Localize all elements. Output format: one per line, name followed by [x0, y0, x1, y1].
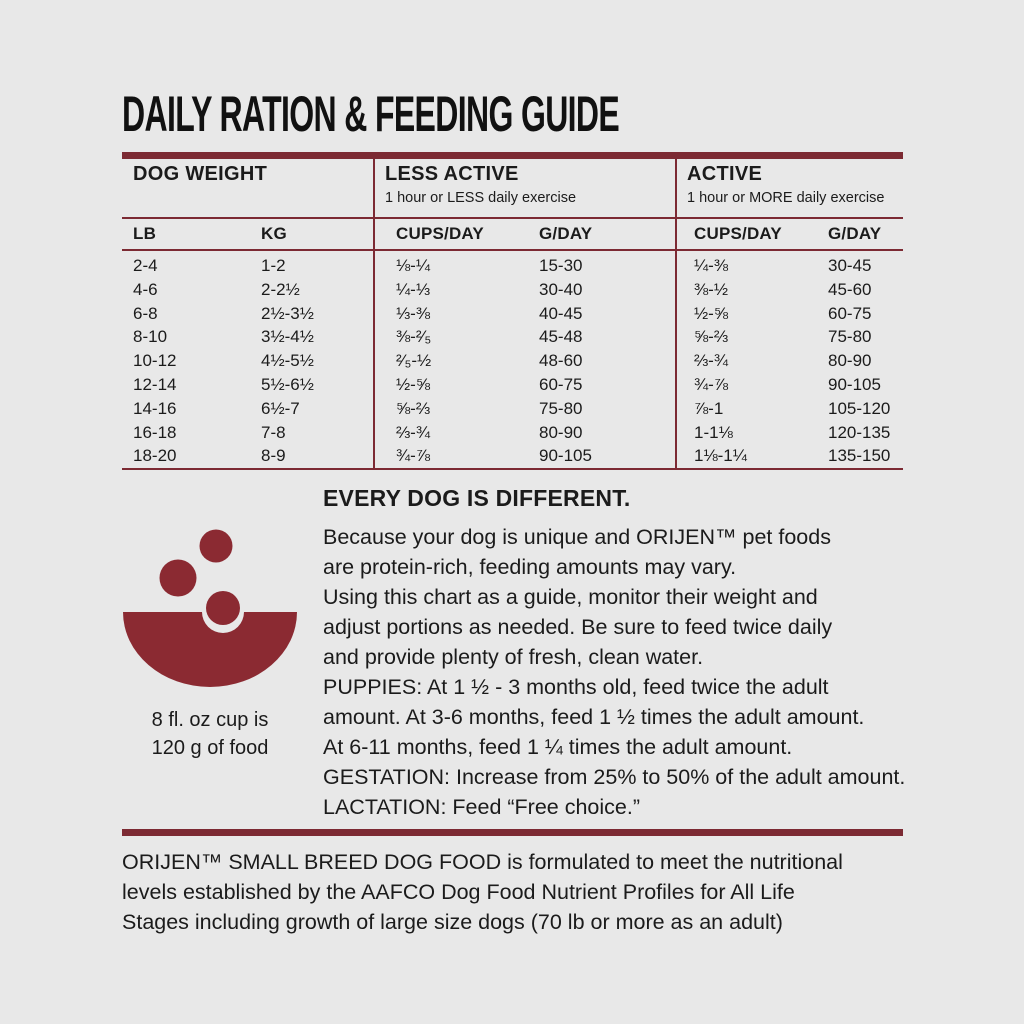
table-cell: 6-8	[133, 303, 158, 323]
text-line: Stages including growth of large size dogs (70 lb or more as an adult)	[122, 910, 783, 934]
table-row	[122, 444, 903, 468]
table-cell: 12-14	[133, 374, 177, 394]
table-rows	[122, 254, 903, 468]
table-cell: ⅓-⅜	[396, 303, 431, 323]
text-line: Because your dog is unique and ORIJEN™ pet foods	[323, 525, 831, 549]
cup-measure-note	[100, 706, 320, 762]
table-cell: ½-⅝	[694, 303, 729, 323]
table-cell: 30-45	[828, 256, 872, 275]
table-cell: 48-60	[539, 351, 583, 371]
table-cell: ¼-⅓	[396, 279, 431, 299]
table-cell: 14-16	[133, 398, 177, 418]
footer-rule	[122, 829, 903, 836]
table-row	[122, 349, 903, 373]
table-cell: 75-80	[539, 398, 583, 418]
text-line: are protein-rich, feeding amounts may vary.	[323, 555, 737, 579]
table-cell: 1⅛-1¼	[694, 446, 747, 466]
table-cell: ⅝-⅔	[694, 327, 729, 347]
text-line: 8 fl. oz cup is	[151, 709, 269, 731]
table-cell: 8-10	[133, 327, 168, 347]
table-cell: ¾-⅞	[694, 374, 729, 394]
table-cell: 75-80	[828, 327, 872, 347]
table-cell: 10-12	[133, 351, 177, 371]
table-cell: ⅔-¾	[396, 422, 431, 442]
table-cell: 90-105	[828, 374, 881, 394]
table-cell: ¾-⅞	[396, 446, 431, 466]
table-row	[122, 397, 903, 421]
text-line: PUPPIES: At 1 ½ - 3 months old, feed twice the adult	[323, 675, 829, 699]
table-bottom-rule	[122, 468, 903, 470]
text-line: LACTATION: Feed “Free choice.”	[323, 795, 641, 819]
column-label-cups-less: CUPS/DAY	[396, 224, 484, 243]
column-label-kg: KG	[261, 224, 287, 243]
table-cell: 1-1⅛	[694, 422, 733, 442]
table-cell: 16-18	[133, 422, 177, 442]
table-collabel-rule	[122, 249, 903, 251]
section-header-active: ACTIVE	[687, 163, 763, 185]
table-cell: 4-6	[133, 279, 158, 299]
table-cell: 90-105	[539, 446, 592, 466]
text-line: Using this chart as a guide, monitor their weight and	[323, 585, 818, 609]
table-row	[122, 325, 903, 349]
column-label-gday-active: G/DAY	[828, 224, 882, 243]
table-cell: 2-2½	[261, 279, 300, 299]
table-cell: 2½-3½	[261, 303, 314, 323]
table-row	[122, 254, 903, 278]
column-label-lb: LB	[133, 224, 157, 243]
table-cell: 3½-4½	[261, 327, 314, 347]
table-row	[122, 373, 903, 397]
table-cell: 6½-7	[261, 398, 300, 418]
page-title: DAILY RATION & FEEDING GUIDE	[122, 86, 620, 142]
table-cell: 4½-5½	[261, 351, 314, 371]
text-line: levels established by the AAFCO Dog Food Nutrient Profiles for All Life	[122, 880, 795, 904]
table-cell: ⅜-½	[694, 279, 729, 299]
table-cell: ⅛-¼	[396, 256, 431, 275]
table-cell: 15-30	[539, 256, 583, 275]
table-cell: 60-75	[539, 374, 583, 394]
text-line: amount. At 3-6 months, feed 1 ½ times the adult amount.	[323, 705, 865, 729]
table-cell: ⅜-²⁄₅	[396, 327, 432, 347]
info-heading: EVERY DOG IS DIFFERENT.	[323, 485, 631, 511]
section-subheader-less-active: 1 hour or LESS daily exercise	[385, 190, 577, 206]
section-header-less-active: LESS ACTIVE	[385, 163, 519, 185]
table-cell: 60-75	[828, 303, 872, 323]
table-cell: ½-⅝	[396, 374, 431, 394]
table-cell: 18-20	[133, 446, 177, 466]
table-cell: 8-9	[261, 446, 286, 466]
table-cell: 5½-6½	[261, 374, 314, 394]
table-cell: 30-40	[539, 279, 583, 299]
table-cell: ²⁄₅-½	[396, 351, 432, 371]
table-cell: 7-8	[261, 422, 286, 442]
section-header-dog-weight: DOG WEIGHT	[133, 163, 268, 185]
column-label-cups-active: CUPS/DAY	[694, 224, 782, 243]
table-cell: ¼-⅜	[694, 256, 729, 275]
table-cell: 40-45	[539, 303, 583, 323]
text-line: 120 g of food	[151, 737, 269, 759]
table-cell: 135-150	[828, 446, 891, 466]
table-row	[122, 278, 903, 302]
info-text	[323, 522, 923, 822]
table-cell: ⅞-1	[694, 398, 724, 418]
table-row	[122, 421, 903, 445]
table-cell: 45-60	[828, 279, 872, 299]
kibble-circle-dropping	[206, 591, 240, 625]
column-label-gday-less: G/DAY	[539, 224, 593, 243]
text-line: At 6-11 months, feed 1 ¼ times the adult amount.	[323, 735, 793, 759]
text-line: and provide plenty of fresh, clean water.	[323, 645, 704, 669]
text-line: ORIJEN™ SMALL BREED DOG FOOD is formulated to meet the nutritional	[122, 850, 843, 874]
table-cell: ⅔-¾	[694, 351, 729, 371]
table-cell: ⅝-⅔	[396, 398, 431, 418]
text-line: adjust portions as needed. Be sure to feed twice daily	[323, 615, 833, 639]
section-subheader-active: 1 hour or MORE daily exercise	[687, 190, 885, 206]
kibble-circle-top	[200, 530, 233, 563]
table-cell: 120-135	[828, 422, 891, 442]
table-cell: 2-4	[133, 256, 158, 275]
table-row	[122, 302, 903, 326]
table-cell: 105-120	[828, 398, 891, 418]
table-cell: 80-90	[539, 422, 583, 442]
table-cell: 80-90	[828, 351, 872, 371]
table-top-rule	[122, 152, 903, 159]
table-cell: 1-2	[261, 256, 286, 275]
kibble-circle-left	[160, 560, 197, 597]
column-label-row	[122, 219, 903, 249]
table-cell: 45-48	[539, 327, 583, 347]
text-line: GESTATION: Increase from 25% to 50% of the adult amount.	[323, 765, 906, 789]
aafco-statement	[122, 847, 922, 937]
